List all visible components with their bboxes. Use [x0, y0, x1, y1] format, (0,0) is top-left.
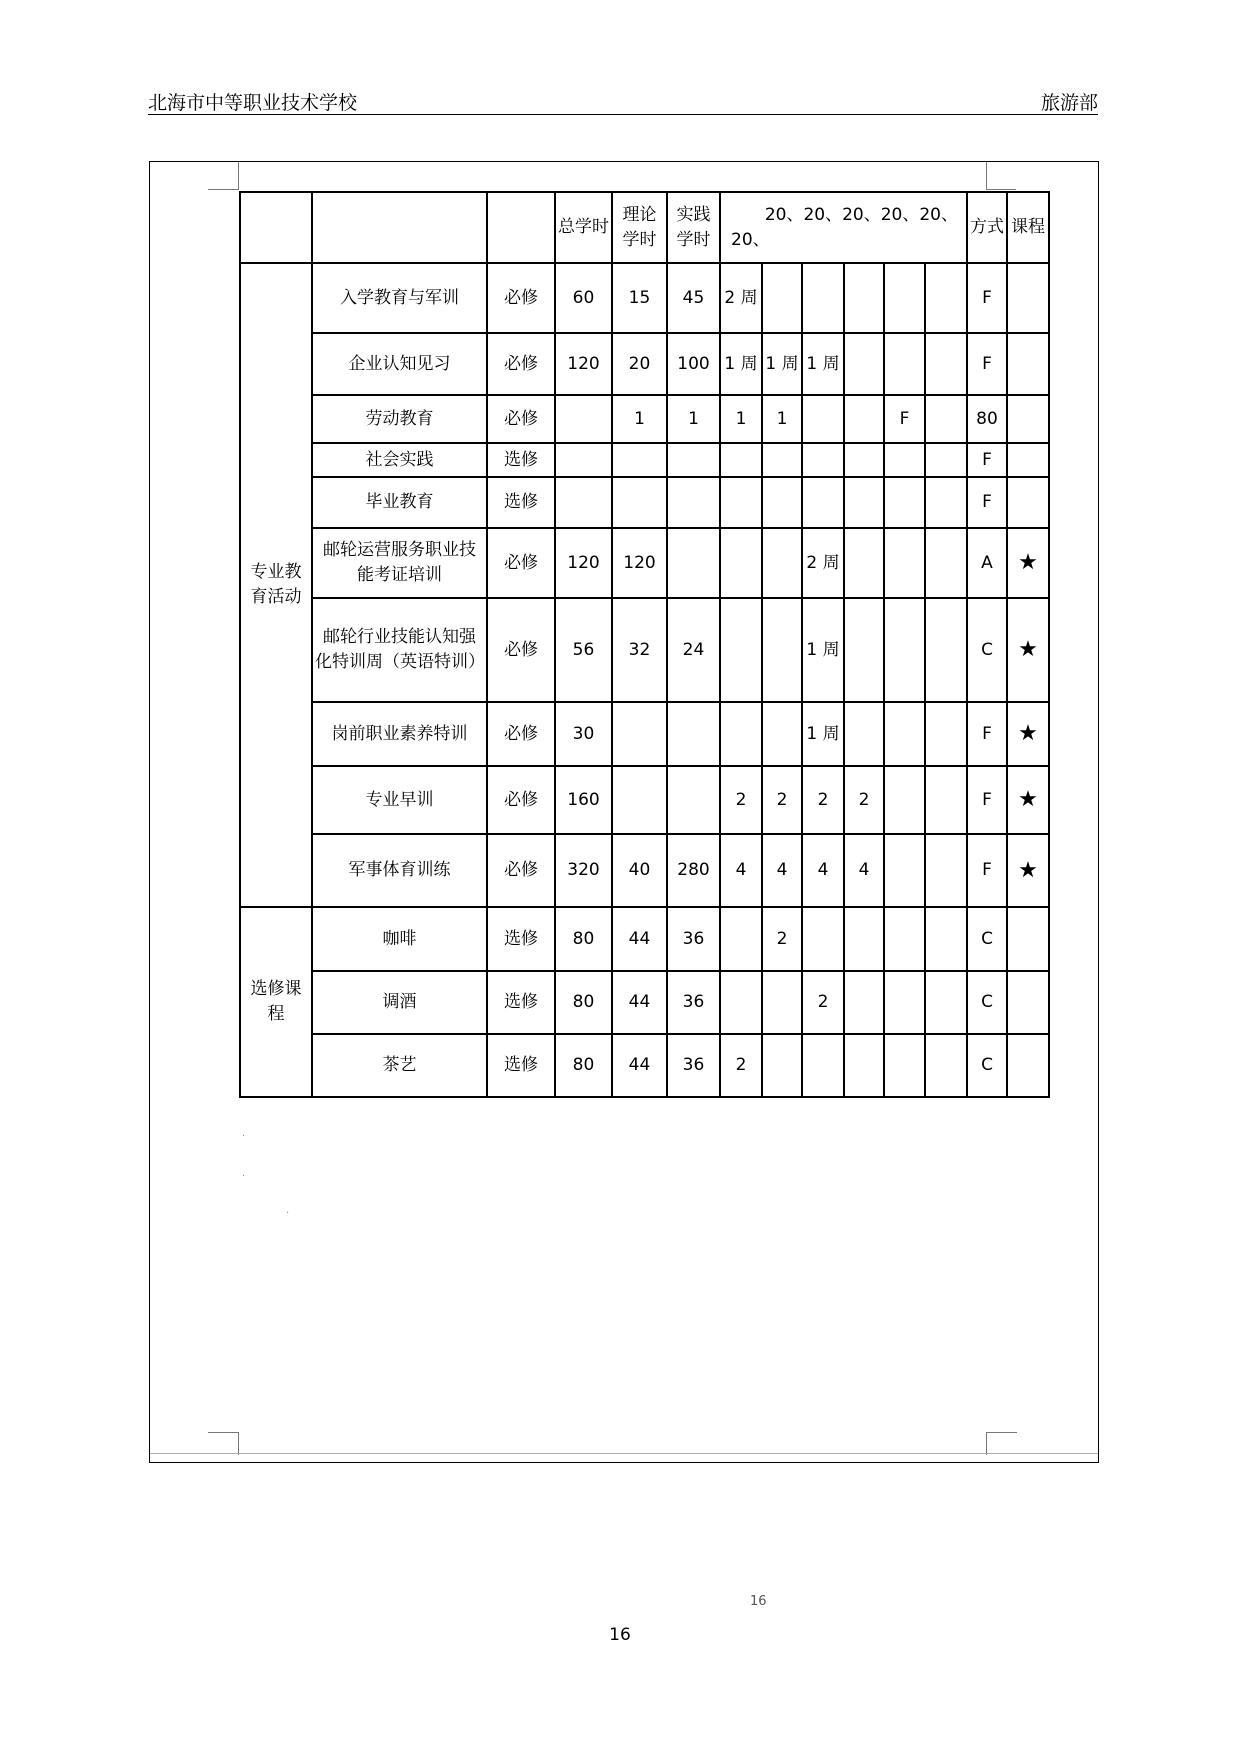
table-row: [240, 477, 1049, 528]
course-type-cell: 必修: [487, 395, 555, 443]
practice-hours-cell: [667, 477, 720, 528]
semester-cell: [844, 395, 884, 443]
semester-cell: [762, 702, 802, 766]
course-type-cell: 选修: [487, 443, 555, 477]
practice-hours-cell: [667, 443, 720, 477]
theory-hours-cell: 40: [612, 834, 667, 907]
course-name-cell: 邮轮运营服务职业技能考证培训: [312, 528, 487, 598]
core-course-mark-cell: ★: [1007, 766, 1049, 834]
semester-cell: [762, 263, 802, 333]
core-course-mark-cell: [1007, 263, 1049, 333]
method-cell: 80: [967, 395, 1007, 443]
method-cell: F: [967, 766, 1007, 834]
course-name-cell: 专业早训: [312, 766, 487, 834]
semester-cell: [720, 971, 762, 1034]
semester-cell: [884, 971, 925, 1034]
semester-cell: [844, 477, 884, 528]
theory-hours-cell: [612, 477, 667, 528]
header-total-hours: 总学时: [555, 192, 612, 263]
total-hours-cell: 80: [555, 971, 612, 1034]
course-name-cell: 社会实践: [312, 443, 487, 477]
practice-hours-cell: 1: [667, 395, 720, 443]
semesters-line-1: 20、20、20、20、20、: [764, 204, 958, 225]
semester-cell: [844, 528, 884, 598]
table-body: [240, 263, 1049, 1097]
header-theory-hours: 理论学时: [612, 192, 667, 263]
crop-mark: [986, 189, 1016, 190]
semester-cell: [925, 766, 967, 834]
theory-hours-cell: 44: [612, 907, 667, 971]
table-row: [240, 443, 1049, 477]
semester-cell: [762, 1034, 802, 1097]
theory-hours-cell: 44: [612, 1034, 667, 1097]
semester-cell: [884, 766, 925, 834]
semester-cell: [925, 395, 967, 443]
method-cell: F: [967, 702, 1007, 766]
theory-hours-cell: 32: [612, 598, 667, 702]
semester-cell: [925, 443, 967, 477]
practice-hours-cell: 280: [667, 834, 720, 907]
semester-cell: [762, 443, 802, 477]
semester-cell: [925, 971, 967, 1034]
semester-cell: [925, 528, 967, 598]
semester-cell: [802, 443, 844, 477]
paragraph-mark: .: [242, 1168, 246, 1179]
semester-cell: 1 周: [802, 333, 844, 395]
theory-hours-cell: 44: [612, 971, 667, 1034]
page-number: 16: [609, 1625, 631, 1645]
table-row: [240, 395, 1049, 443]
frame-rule: [150, 1453, 1098, 1454]
course-name-cell: 企业认知见习: [312, 333, 487, 395]
category-cell: 专业教育活动: [240, 263, 312, 907]
semester-cell: [925, 598, 967, 702]
core-course-mark-cell: [1007, 395, 1049, 443]
semester-cell: [884, 333, 925, 395]
semester-cell: [844, 907, 884, 971]
semester-cell: [925, 834, 967, 907]
semester-cell: [762, 528, 802, 598]
semester-cell: [844, 333, 884, 395]
table-row: [240, 528, 1049, 598]
course-name-cell: 茶艺: [312, 1034, 487, 1097]
semester-cell: [802, 263, 844, 333]
semester-cell: [720, 528, 762, 598]
method-cell: A: [967, 528, 1007, 598]
theory-hours-cell: [612, 766, 667, 834]
total-hours-cell: 30: [555, 702, 612, 766]
semester-cell: [884, 598, 925, 702]
total-hours-cell: 56: [555, 598, 612, 702]
total-hours-cell: 60: [555, 263, 612, 333]
paragraph-mark: .: [242, 1128, 246, 1139]
header-type-cell: [487, 192, 555, 263]
semester-cell: [884, 443, 925, 477]
semester-cell: [720, 702, 762, 766]
page-header: [148, 84, 1098, 115]
semester-cell: [884, 907, 925, 971]
semester-cell: 1: [762, 395, 802, 443]
course-name-cell: 咖啡: [312, 907, 487, 971]
course-name-cell: 入学教育与军训: [312, 263, 487, 333]
total-hours-cell: 80: [555, 907, 612, 971]
semester-cell: [762, 971, 802, 1034]
practice-hours-cell: [667, 528, 720, 598]
semester-cell: [925, 702, 967, 766]
crop-mark: [208, 1432, 239, 1455]
semester-cell: 4: [762, 834, 802, 907]
course-name-cell: 岗前职业素养特训: [312, 702, 487, 766]
course-type-cell: 必修: [487, 598, 555, 702]
theory-hours-cell: 1: [612, 395, 667, 443]
practice-hours-cell: 36: [667, 1034, 720, 1097]
semester-cell: 1 周: [802, 702, 844, 766]
course-type-cell: 必修: [487, 702, 555, 766]
course-name-cell: 毕业教育: [312, 477, 487, 528]
header-course: 课程: [1007, 192, 1049, 263]
semester-cell: 2: [844, 766, 884, 834]
course-type-cell: 必修: [487, 333, 555, 395]
semester-cell: [925, 333, 967, 395]
semester-cell: [802, 395, 844, 443]
practice-hours-cell: [667, 702, 720, 766]
table-row: [240, 263, 1049, 333]
method-cell: F: [967, 477, 1007, 528]
crop-mark: [986, 1432, 1017, 1455]
table-row: [240, 907, 1049, 971]
theory-hours-cell: [612, 702, 667, 766]
core-course-mark-cell: ★: [1007, 702, 1049, 766]
core-course-mark-cell: [1007, 907, 1049, 971]
practice-hours-cell: 100: [667, 333, 720, 395]
crop-mark: [986, 162, 987, 190]
core-course-mark-cell: [1007, 477, 1049, 528]
method-cell: C: [967, 971, 1007, 1034]
semester-cell: 2: [720, 766, 762, 834]
total-hours-cell: [555, 443, 612, 477]
semester-cell: [720, 907, 762, 971]
table-row: [240, 766, 1049, 834]
semester-cell: 2 周: [720, 263, 762, 333]
table-row: [240, 1034, 1049, 1097]
semester-cell: 1 周: [762, 333, 802, 395]
table-header-row: [240, 192, 1049, 263]
semester-cell: 4: [802, 834, 844, 907]
semester-cell: [925, 263, 967, 333]
header-method: 方式: [967, 192, 1007, 263]
semester-cell: [844, 1034, 884, 1097]
semester-cell: [884, 477, 925, 528]
semester-cell: 2: [762, 907, 802, 971]
core-course-mark-cell: [1007, 971, 1049, 1034]
semester-cell: 1: [720, 395, 762, 443]
practice-hours-cell: 45: [667, 263, 720, 333]
header-semesters: [720, 192, 967, 263]
course-type-cell: 选修: [487, 477, 555, 528]
theory-hours-cell: 120: [612, 528, 667, 598]
semester-cell: [720, 477, 762, 528]
core-course-mark-cell: [1007, 443, 1049, 477]
course-name-cell: 劳动教育: [312, 395, 487, 443]
semester-cell: 1 周: [802, 598, 844, 702]
method-cell: F: [967, 333, 1007, 395]
core-course-mark-cell: [1007, 333, 1049, 395]
table-row: [240, 834, 1049, 907]
method-cell: F: [967, 443, 1007, 477]
course-name-cell: 调酒: [312, 971, 487, 1034]
total-hours-cell: [555, 395, 612, 443]
total-hours-cell: 120: [555, 528, 612, 598]
semester-cell: [884, 1034, 925, 1097]
semester-cell: 2: [802, 971, 844, 1034]
semester-cell: [925, 477, 967, 528]
table-row: [240, 333, 1049, 395]
practice-hours-cell: 36: [667, 971, 720, 1034]
semester-cell: 2 周: [802, 528, 844, 598]
course-type-cell: 选修: [487, 907, 555, 971]
semester-cell: F: [884, 395, 925, 443]
semesters-line-2: 20、: [731, 229, 770, 250]
crop-mark: [208, 189, 238, 190]
theory-hours-cell: 15: [612, 263, 667, 333]
crop-mark: [238, 162, 239, 190]
semester-cell: [762, 477, 802, 528]
semester-cell: [844, 443, 884, 477]
department-name: 旅游部: [1040, 92, 1098, 114]
core-course-mark-cell: [1007, 1034, 1049, 1097]
semester-cell: [844, 971, 884, 1034]
semester-cell: [925, 907, 967, 971]
semester-cell: 1 周: [720, 333, 762, 395]
method-cell: C: [967, 907, 1007, 971]
theory-hours-cell: [612, 443, 667, 477]
course-name-cell: 军事体育训练: [312, 834, 487, 907]
method-cell: C: [967, 598, 1007, 702]
semester-cell: 2: [802, 766, 844, 834]
semester-cell: [884, 702, 925, 766]
practice-hours-cell: 36: [667, 907, 720, 971]
course-type-cell: 选修: [487, 1034, 555, 1097]
semester-cell: [720, 598, 762, 702]
semester-cell: [844, 263, 884, 333]
method-cell: C: [967, 1034, 1007, 1097]
course-type-cell: 选修: [487, 971, 555, 1034]
header-name-cell: [312, 192, 487, 263]
total-hours-cell: 160: [555, 766, 612, 834]
course-type-cell: 必修: [487, 263, 555, 333]
table-row: [240, 598, 1049, 702]
semester-cell: 2: [762, 766, 802, 834]
semester-cell: [884, 263, 925, 333]
table-row: [240, 971, 1049, 1034]
semester-cell: [802, 477, 844, 528]
header-category-cell: [240, 192, 312, 263]
category-cell: 选修课程: [240, 907, 312, 1097]
course-name-cell: 邮轮行业技能认知强化特训周（英语特训）: [312, 598, 487, 702]
semester-cell: [762, 598, 802, 702]
core-course-mark-cell: ★: [1007, 834, 1049, 907]
total-hours-cell: [555, 477, 612, 528]
semester-cell: [720, 443, 762, 477]
semester-cell: [802, 1034, 844, 1097]
total-hours-cell: 120: [555, 333, 612, 395]
course-schedule-table: [239, 191, 1050, 1098]
course-type-cell: 必修: [487, 528, 555, 598]
theory-hours-cell: 20: [612, 333, 667, 395]
semester-cell: [802, 907, 844, 971]
practice-hours-cell: [667, 766, 720, 834]
core-course-mark-cell: ★: [1007, 598, 1049, 702]
header-practice-hours: 实践学时: [667, 192, 720, 263]
semester-cell: [844, 702, 884, 766]
semester-cell: [844, 598, 884, 702]
practice-hours-cell: 24: [667, 598, 720, 702]
core-course-mark-cell: ★: [1007, 528, 1049, 598]
semester-cell: [884, 834, 925, 907]
semester-cell: [925, 1034, 967, 1097]
table-row: [240, 702, 1049, 766]
semester-cell: [884, 528, 925, 598]
total-hours-cell: 80: [555, 1034, 612, 1097]
inner-page-number: 16: [750, 1594, 767, 1609]
semester-cell: 4: [720, 834, 762, 907]
semester-cell: 4: [844, 834, 884, 907]
method-cell: F: [967, 263, 1007, 333]
school-name: 北海市中等职业技术学校: [148, 92, 358, 114]
total-hours-cell: 320: [555, 834, 612, 907]
course-type-cell: 必修: [487, 834, 555, 907]
paragraph-mark: .: [286, 1205, 290, 1216]
semester-cell: 2: [720, 1034, 762, 1097]
course-type-cell: 必修: [487, 766, 555, 834]
method-cell: F: [967, 834, 1007, 907]
